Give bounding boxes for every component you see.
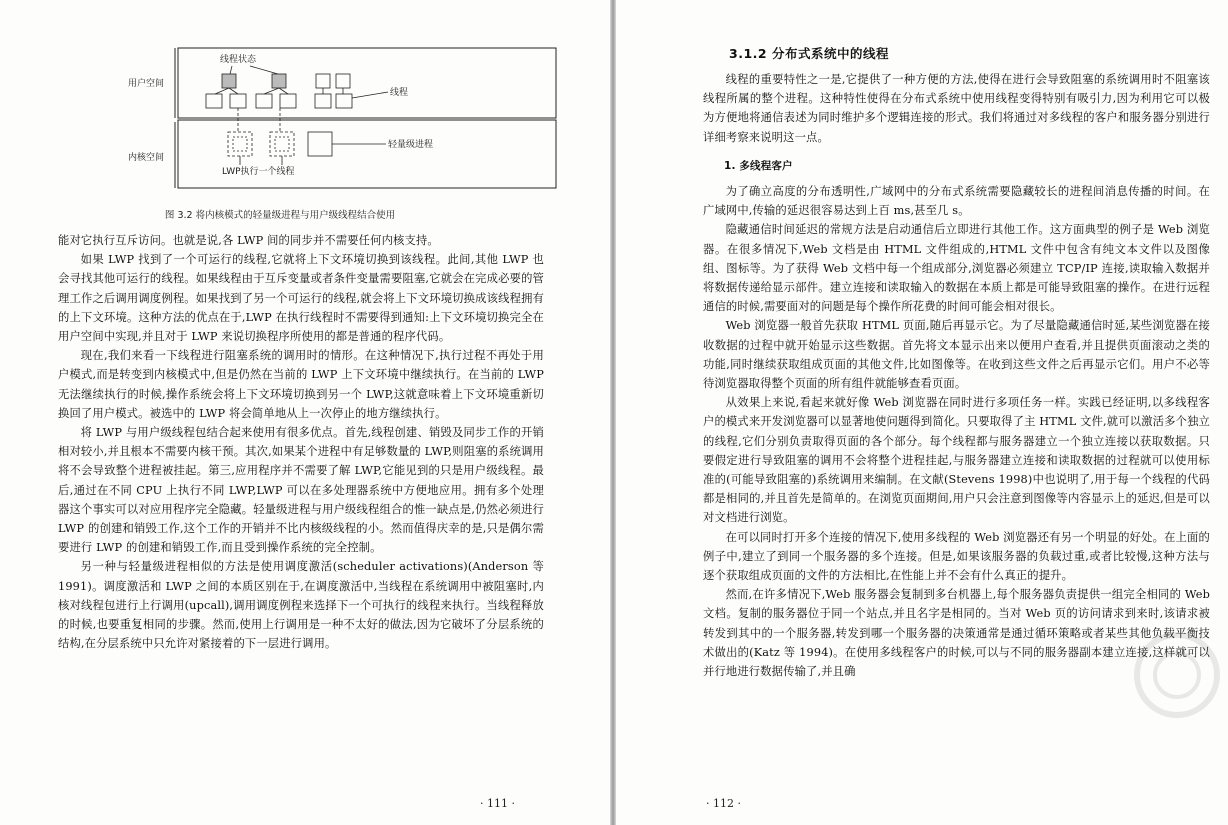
right-body-text (703, 70, 1210, 681)
left-body-text (58, 231, 544, 653)
page-number-right: · 112 · (706, 797, 741, 810)
library-stamp-watermark (1132, 610, 1222, 740)
subsection-title: 1. 多线程客户 (724, 159, 793, 172)
thread-state-label: 线程状态 (220, 55, 257, 65)
paragraph: 能对它执行互斥访问。也就是说,各 LWP 间的同步并不需要任何内核支持。 (58, 234, 439, 247)
paragraph: 另一种与轻量级进程相似的方法是使用调度激活(scheduler activations)(Anderson 等 1991)。调度激活和 LWP 之间的本质区别在于,在调度激活中,当线程在系统调用中被阻塞时,内核对线程包进行上行调用(upcall),调用调度例程来选择下一个可执行的线程来执行。当线程释放的时候,也要重复相同的步骤。然而,使用上行调用是一种不太好的做法,因为它破坏了分层系统的结构,在分层系统中只允许对紧接着的下一层进行调用。 (58, 560, 544, 651)
kernel-space-frame (178, 120, 556, 188)
kernel-space-label: 内核空间 (128, 153, 165, 163)
right-page (616, 0, 1228, 825)
paragraph: 如果 LWP 找到了一个可运行的线程,它就将上下文环境切换到该线程。此间,其他 LWP 也会寻找其他可运行的线程。如果线程由于互斥变量或者条件变量需要阻塞,它就会在完成必要的管理工作之后调用调度例程。如果找到了另一个可运行的线程,就会将上下文环境切换成该线程拥有的上下文环境。这种方法的优点在于,LWP 在执行线程时不需要得到通知:上下文环境切换完全在用户空间中实现,并且对于 LWP 来说切换程序所使用的都是普通的程序代码。 (58, 253, 544, 344)
figure-diagram (120, 40, 560, 200)
lwp-label: 轻量级进程 (388, 140, 434, 150)
page-number-left: · 111 · (480, 797, 515, 810)
paragraph: 将 LWP 与用户级线程包结合起来使用有很多优点。首先,线程创建、销毁及同步工作的开销相对较小,并且根本不需要内核干预。其次,如果某个进程中有足够数量的 LWP,则阻塞的系统调用将不会导致整个进程被挂起。第三,应用程序并不需要了解 LWP,它能见到的只是用户级线程。最后,通过在不同 CPU 上执行不同 LWP,LWP 可以在多处理器系统中方便地应用。拥有多个处理器这个事实可以对应用程序完全隐藏。轻量级进程与用户级线程组合的惟一缺点是,仍然必须进行 LWP 的创建和销毁工作,这个工作的开销并不比内核级线程的小。然而值得庆幸的是,只是偶尔需要进行 LWP 的创建和销毁工作,而且受到操作系统的完全控制。 (58, 426, 544, 555)
paragraph: 为了确立高度的分布透明性,广域网中的分布式系统需要隐藏较长的进程间消息传播的时间。在广域网中,传输的延迟很容易达到上百 ms,甚至几 s。 (703, 185, 1210, 218)
thread-label: 线程 (390, 88, 409, 98)
left-page (0, 0, 610, 825)
paragraph: Web 浏览器一般首先获取 HTML 页面,随后再显示它。为了尽量隐藏通信时延,某些浏览器在接收数据的过程中就开始显示这些数据。首先将文本显示出来以便用户查看,并且提供页面滚动之类的功能,同时继续获取组成页面的其他文件,比如图像等。在收到这些文件之后再显示它们。用户不必等待浏览器取得整个页面的所有组件就能够查看页面。 (703, 319, 1210, 391)
figure-caption: 图 3.2 将内核模式的轻量级进程与用户级线程结合使用 (164, 210, 396, 221)
paragraph: 在可以同时打开多个连接的情况下,使用多线程的 Web 浏览器还有另一个明显的好处。在上面的例子中,建立了到同一个服务器的多个连接。但是,如果该服务器的负载过重,或者比较慢,这种方法与逐个获取组成页面的文件的方法相比,在性能上并不会有什么真正的提升。 (703, 530, 1210, 583)
paragraph: 从效果上来说,看起来就好像 Web 浏览器在同时进行多项任务一样。实践已经证明,以多线程客户的模式来开发浏览器可以显著地使问题得到简化。只要取得了主 HTML 文件,就可以激活多个独立的线程,它们分别负责取得页面的各个部分。每个线程都与服务器建立一个独立连接以获取数据。只要假定进行导致阻塞的调用不会将整个进程挂起,与服务器建立连接和读取数据的过程就可以使用标准的(可能导致阻塞的)系统调用来编制。在文献(Stevens 1998)中也说明了,用于每一个线程的代码都是相同的,并且首先是简单的。在浏览页面期间,用户只会注意到图像等内容显示上的延迟,但是可以对文档进行浏览。 (703, 396, 1210, 525)
paragraph: 然而,在许多情况下,Web 服务器会复制到多台机器上,每个服务器负责提供一组完全相同的 Web 文档。复制的服务器位于同一个站点,并且名字是相同的。当对 Web 页的访问请求到来时,该请求被转发到其中的一个服务器,转发到哪一个服务器的决策通常是通过循环策略或者某些其他负载平衡技术做出的(Katz 等 1994)。在使用多线程客户的时候,可以与不同的服务器副本建立连接,这样就可以并行地进行数据传输了,并且确 (703, 588, 1210, 679)
lwp-exec-label: LWP执行一个线程 (222, 167, 295, 177)
intro-paragraph: 线程的重要特性之一是,它提供了一种方便的方法,使得在进行会导致阻塞的系统调用时不阻塞该线程所属的整个进程。这种特性使得在分布式系统中使用线程变得特别有吸引力,因为利用它可以极为方便地将通信表述为同时维护多个逻辑连接的形式。我们将通过对多线程的客户和服务器分别进行详细考察来说明这一点。 (703, 73, 1210, 144)
figure-lwp-threads (120, 40, 560, 200)
section-title: 3.1.2 分布式系统中的线程 (729, 46, 889, 61)
user-space-label: 用户空间 (128, 79, 165, 89)
paragraph: 现在,我们来看一下线程进行阻塞系统的调用时的情形。在这种情况下,执行过程不再处于用户模式,而是转变到内核模式中,但是仍然在当前的 LWP 上下文环境中继续执行。在当前的 LWP 无法继续执行的时候,操作系统会将上下文环境切换到另一个 LWP,这就意味着上下文环境重新切换回了用户模式。被选中的 LWP 将会简单地从上一次停止的地方继续执行。 (58, 349, 544, 420)
paragraph: 隐藏通信时间延迟的常规方法是启动通信后立即进行其他工作。这方面典型的例子是 Web 浏览器。在很多情况下,Web 文档是由 HTML 文件组成的,HTML 文件中包含有纯文本文件以及图像组、图标等。为了获得 Web 文档中每一个组成部分,浏览器必须建立 TCP/IP 连接,读取输入数据并将数据传递给显示部件。建立连接和读取输入的数据在本质上都是可能导致阻塞的操作。在进行远程通信的时候,需要面对的问题是每个操作所花费的时间可能会相对很长。 (703, 223, 1210, 314)
